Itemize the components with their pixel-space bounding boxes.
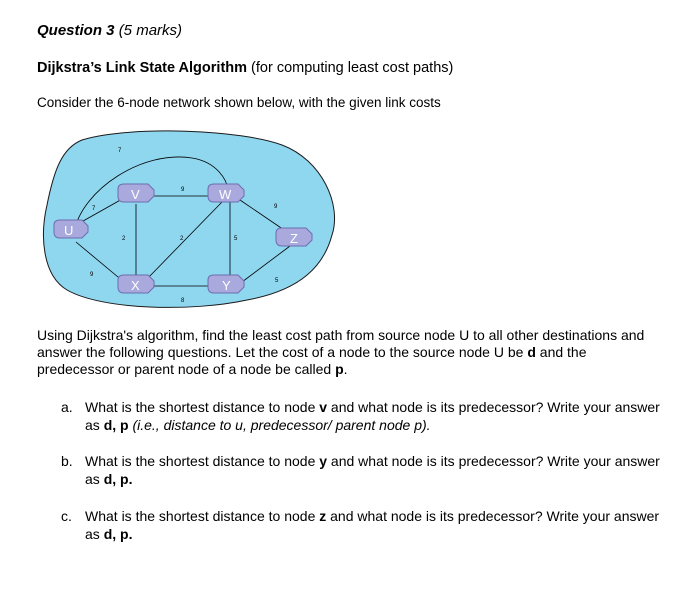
edge-label-w-z: 9 (274, 204, 278, 210)
paragraph-text-1: Using Dijkstra's algorithm, find the least cost path from source node U to all other destinations and answer the following questions. Let the cost of a node to the source node U be (37, 327, 645, 360)
question-a-dp: d, p (103, 417, 129, 433)
edge-label-y-z: 5 (275, 278, 279, 284)
node-w-label: W (219, 187, 232, 202)
network-graph (42, 130, 342, 315)
question-a (61, 398, 661, 434)
question-number: Question 3 (37, 22, 115, 39)
edge-label-u-x: 9 (90, 272, 94, 278)
node-u-label: U (64, 223, 74, 238)
question-b-letter: b. (61, 453, 73, 469)
question-c-text-2: and what node is its predecessor? Write your answer as (85, 508, 660, 542)
question-c-dp: d, p. (103, 526, 133, 542)
subtitle-bold: Dijkstra’s Link State Algorithm (37, 60, 248, 76)
node-w (208, 184, 244, 202)
question-c-letter: c. (61, 508, 72, 524)
node-u (54, 220, 88, 238)
edge-label-u-v: 7 (92, 206, 96, 212)
subtitle (37, 60, 453, 76)
question-c-node: z (319, 508, 327, 524)
edge-label-x-w: 2 (180, 236, 184, 242)
question-a-hint: (i.e., distance to u, predecessor/ parent node p). (128, 417, 431, 433)
paragraph-text-2: and the predecessor or parent node of a node be called (37, 344, 587, 377)
question-marks: (5 marks) (118, 22, 183, 39)
node-v (118, 184, 154, 202)
edge-label-x-y: 8 (181, 298, 185, 304)
node-z (276, 228, 312, 246)
paragraph-text-3: . (343, 361, 348, 377)
question-b-text-2: and what node is its predecessor? Write your answer as (85, 453, 660, 487)
intro-text: Consider the 6-node network shown below, with the given link costs (37, 95, 441, 110)
question-a-text-1: What is the shortest distance to node (85, 399, 320, 415)
question-c-text-1: What is the shortest distance to node (85, 508, 320, 524)
edge-label-v-w: 9 (181, 187, 185, 193)
question-b-dp: d, p. (103, 471, 133, 487)
paragraph-d: d (527, 344, 536, 360)
node-y-label: Y (222, 278, 231, 293)
question-c (61, 507, 661, 543)
question-a-letter: a. (61, 399, 73, 415)
instruction-paragraph (37, 327, 662, 378)
node-z-label: Z (290, 231, 298, 246)
node-y (208, 275, 244, 293)
network-diagram (42, 130, 342, 315)
question-a-text-2: and what node is its predecessor? Write your answer as (85, 399, 660, 433)
edge-label-w-y: 5 (234, 236, 238, 242)
question-b-text-1: What is the shortest distance to node (85, 453, 320, 469)
edge-label-u-w: 7 (118, 148, 122, 154)
question-heading (37, 22, 182, 39)
question-a-node: v (319, 399, 328, 415)
paragraph-p: p (335, 361, 344, 377)
node-x-label: X (131, 278, 140, 293)
node-x (118, 275, 154, 293)
question-b-node: y (319, 453, 328, 469)
edge-label-v-x: 2 (122, 236, 126, 242)
node-v-label: V (131, 187, 140, 202)
subtitle-rest: (for computing least cost paths) (247, 60, 454, 76)
question-b (61, 452, 661, 488)
